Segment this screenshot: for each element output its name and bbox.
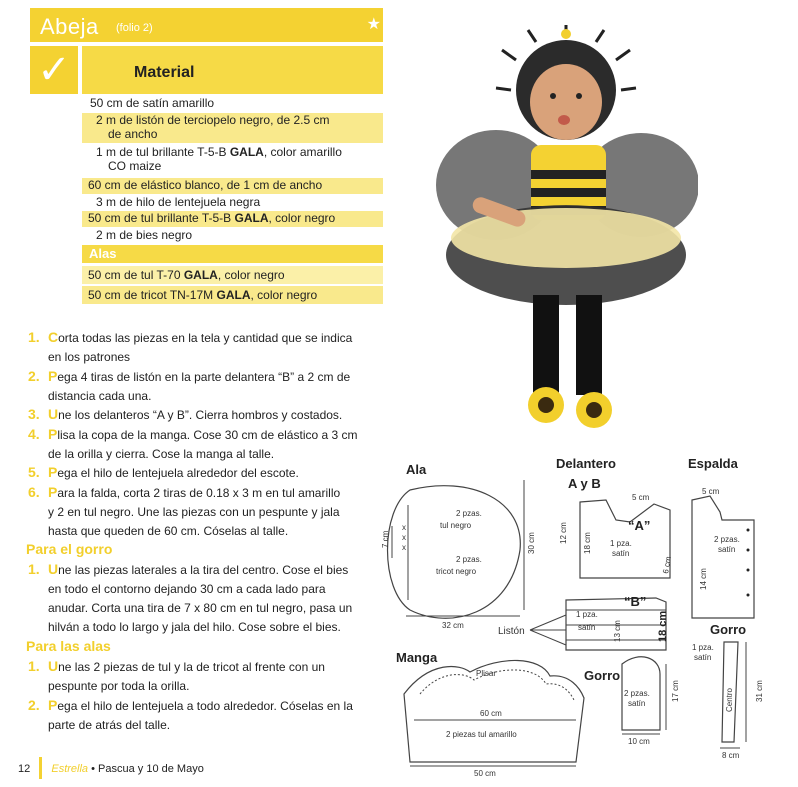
svg-text:13 cm: 13 cm <box>613 620 622 642</box>
material-item: 50 cm de satín amarillo <box>90 96 215 110</box>
pattern-title-gorro-side: Gorro <box>584 668 621 683</box>
svg-text:60 cm: 60 cm <box>480 709 502 718</box>
page-title: Abeja <box>40 14 99 39</box>
svg-text:satín: satín <box>578 623 596 632</box>
svg-text:18 cm: 18 cm <box>583 532 592 554</box>
svg-text:1 pza.: 1 pza. <box>576 610 598 619</box>
svg-text:1 pza.: 1 pza. <box>610 539 632 548</box>
instruction-step: 2. Pega 4 tiras de listón en la parte delantera “B” a 2 cm de distancia cada una. <box>28 368 351 403</box>
title-banner <box>30 8 383 42</box>
material-item: 60 cm de elástico blanco, de 1 cm de ancho <box>82 178 383 194</box>
svg-text:“B”: “B” <box>624 594 647 609</box>
section-heading-gorro: Para el gorro <box>26 541 113 557</box>
svg-text:satín: satín <box>628 699 646 708</box>
svg-text:Centro: Centro <box>725 687 734 712</box>
face <box>530 64 602 140</box>
svg-text:5 cm: 5 cm <box>702 487 720 496</box>
pattern-title-gorro: Gorro <box>710 622 747 637</box>
liston-label: Listón <box>498 626 525 637</box>
issue-name: • Pascua y 10 de Mayo <box>91 763 204 775</box>
svg-text:14 cm: 14 cm <box>699 568 708 590</box>
leg <box>576 295 602 395</box>
material-item: 3 m de hilo de lentejuela negra <box>96 195 261 209</box>
svg-text:31 cm: 31 cm <box>755 680 764 702</box>
pattern-title-manga: Manga <box>396 650 438 665</box>
svg-text:50 cm: 50 cm <box>474 769 496 778</box>
page-number: 12 <box>18 763 31 775</box>
page-footer <box>18 757 204 779</box>
checkmark-icon: ✓ <box>30 46 78 94</box>
instruction-step: 1. Corta todas las piezas en la tela y cantidad que se indica en los patrones <box>28 329 353 364</box>
section-heading-alas: Para las alas <box>26 638 111 654</box>
alas-item: 50 cm de tul T-70 GALA, color negro <box>82 266 383 284</box>
svg-text:2 pzas.: 2 pzas. <box>714 535 740 544</box>
bee-costume-photo <box>436 20 698 440</box>
alas-item: 50 cm de tricot TN-17M GALA, color negro <box>82 286 383 304</box>
alas-heading: Alas <box>89 246 117 261</box>
wing-pattern <box>388 486 521 619</box>
brand-name: GALA <box>216 288 251 302</box>
svg-text:satín: satín <box>694 653 712 662</box>
leg <box>533 295 559 395</box>
pattern-title-espalda: Espalda <box>688 456 738 471</box>
brand-name: GALA <box>229 145 264 159</box>
svg-text:satín: satín <box>718 545 736 554</box>
svg-text:18 cm: 18 cm <box>657 610 669 642</box>
svg-text:12 cm: 12 cm <box>559 522 568 544</box>
svg-text:“A”: “A” <box>628 518 651 533</box>
back-pattern <box>692 496 754 618</box>
svg-text:2 piezas tul amarillo: 2 piezas tul amarillo <box>446 730 517 739</box>
svg-text:x: x <box>402 543 406 552</box>
instruction-step: 6. Para la falda, corta 2 tiras de 0.18 x 3 m en tul amarillo y 2 en tul negro. Une las piezas con un pespunte y jala hasta que queden de 60 cm. Cóselas al talle. <box>28 484 341 538</box>
svg-text:2 pzas.: 2 pzas. <box>624 689 650 698</box>
material-item: 1 m de tul brillante T-5-B GALA, color amarillo CO maize <box>96 145 342 173</box>
arrow-icon <box>530 615 566 630</box>
pattern-title-ala: Ala <box>406 462 427 477</box>
arrow-icon <box>530 630 566 645</box>
magazine-name: Estrella <box>51 763 89 775</box>
sewing-patterns-diagram <box>370 450 790 780</box>
svg-text:x: x <box>402 533 406 542</box>
pattern-title-delantero: Delantero <box>556 456 616 471</box>
svg-text:6 cm: 6 cm <box>661 555 673 575</box>
svg-text:tricot negro: tricot negro <box>436 567 477 576</box>
instruction-step: 2. Pega el hilo de lentejuela a todo alrededor. Cóselas en la parte de atrás del talle. <box>28 697 353 732</box>
pattern-subtitle-ayb: A y B <box>568 476 601 491</box>
alas-header <box>82 245 383 263</box>
svg-text:8 cm: 8 cm <box>722 751 740 760</box>
instruction-step: 1. Une las piezas laterales a la tira del centro. Cose el bies en todo el contorno dejando 30 cm a cada lado para anudar. Corta una tira de 7 x 80 cm en tul negro, pasa un hilván a todo lo largo y jala del hilo. Cose sobre el bies. <box>28 561 353 634</box>
svg-text:5 cm: 5 cm <box>632 493 650 502</box>
svg-text:Plisar: Plisar <box>476 669 497 678</box>
folio-label: (folio 2) <box>116 22 153 34</box>
svg-text:satín: satín <box>612 549 630 558</box>
svg-text:32 cm: 32 cm <box>442 621 464 630</box>
svg-text:2 pzas.: 2 pzas. <box>456 509 482 518</box>
instruction-step: 1. Une las 2 piezas de tul y la de tricot al frente con un pespunte por toda la orilla. <box>28 658 325 693</box>
svg-text:tul negro: tul negro <box>440 521 472 530</box>
svg-text:10 cm: 10 cm <box>628 737 650 746</box>
svg-text:1 pza.: 1 pza. <box>692 643 714 652</box>
svg-text:17 cm: 17 cm <box>671 680 680 702</box>
star-icon: ★ <box>366 16 381 33</box>
svg-text:x: x <box>402 523 406 532</box>
instruction-step: 3. Une los delanteros “A y B”. Cierra hombros y costados. <box>28 406 343 422</box>
material-item: 2 m de bies negro <box>96 228 193 242</box>
svg-text:30 cm: 30 cm <box>527 532 536 554</box>
instruction-step: 4. Plisa la copa de la manga. Cose 30 cm de elástico a 3 cm de la orilla y cierra. Cose la manga al talle. <box>28 426 358 461</box>
material-heading: Material <box>134 64 195 81</box>
instruction-step: 5. Pega el hilo de lentejuela alrededor del escote. <box>28 464 299 480</box>
material-header <box>82 46 383 94</box>
brand-name: GALA <box>234 211 269 225</box>
brand-name: GALA <box>183 268 218 282</box>
footer-divider <box>39 757 42 779</box>
material-item: 50 cm de tul brillante T-5-B GALA, color negro <box>82 211 383 227</box>
material-item: 2 m de listón de terciopelo negro, de 2.5 cm de ancho <box>82 113 383 143</box>
svg-text:2 pzas.: 2 pzas. <box>456 555 482 564</box>
svg-text:7 cm: 7 cm <box>381 530 390 548</box>
